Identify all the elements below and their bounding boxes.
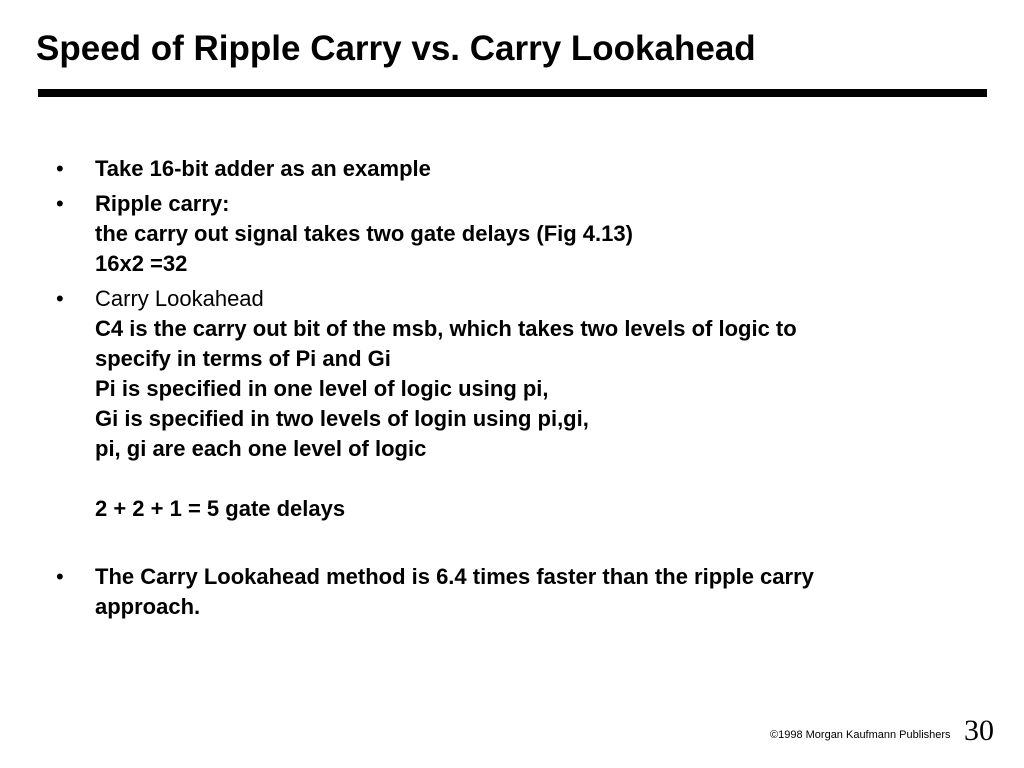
title-underline [38,89,987,97]
bullet-detail: 16x2 =32 [95,251,188,276]
bullet-item-adder-example [0,154,1024,184]
bullet-marker: • [56,564,64,589]
bullet-list [0,154,1024,622]
bullet-text: The Carry Lookahead method is 6.4 times faster than the ripple carry [95,564,814,589]
bullet-detail: the carry out signal takes two gate delays (Fig 4.13) [95,221,633,246]
bullet-text: approach. [95,594,201,619]
bullet-heading: Ripple carry: [95,191,230,216]
bullet-item-carry-lookahead [0,284,1024,524]
bullet-detail: Pi is specified in one level of logic using pi, [95,376,549,401]
bullet-detail: C4 is the carry out bit of the msb, which takes two levels of logic to [95,316,797,341]
bullet-equation: 2 + 2 + 1 = 5 gate delays [95,496,346,521]
bullet-detail: specify in terms of Pi and Gi [95,346,391,371]
bullet-item-conclusion [0,562,1024,622]
bullet-heading: Carry Lookahead [95,286,264,311]
page-number: 30 [964,714,994,747]
bullet-marker: • [56,286,64,311]
bullet-detail: Gi is specified in two levels of login using pi,gi, [95,406,589,431]
copyright-notice: ©1998 Morgan Kaufmann Publishers [770,729,951,741]
bullet-marker: • [56,191,64,216]
bullet-text: Take 16-bit adder as an example [95,156,431,181]
bullet-detail: pi, gi are each one level of logic [95,436,427,461]
slide-title: Speed of Ripple Carry vs. Carry Lookahead [36,29,756,68]
bullet-marker: • [56,156,64,181]
bullet-item-ripple-carry [0,189,1024,279]
